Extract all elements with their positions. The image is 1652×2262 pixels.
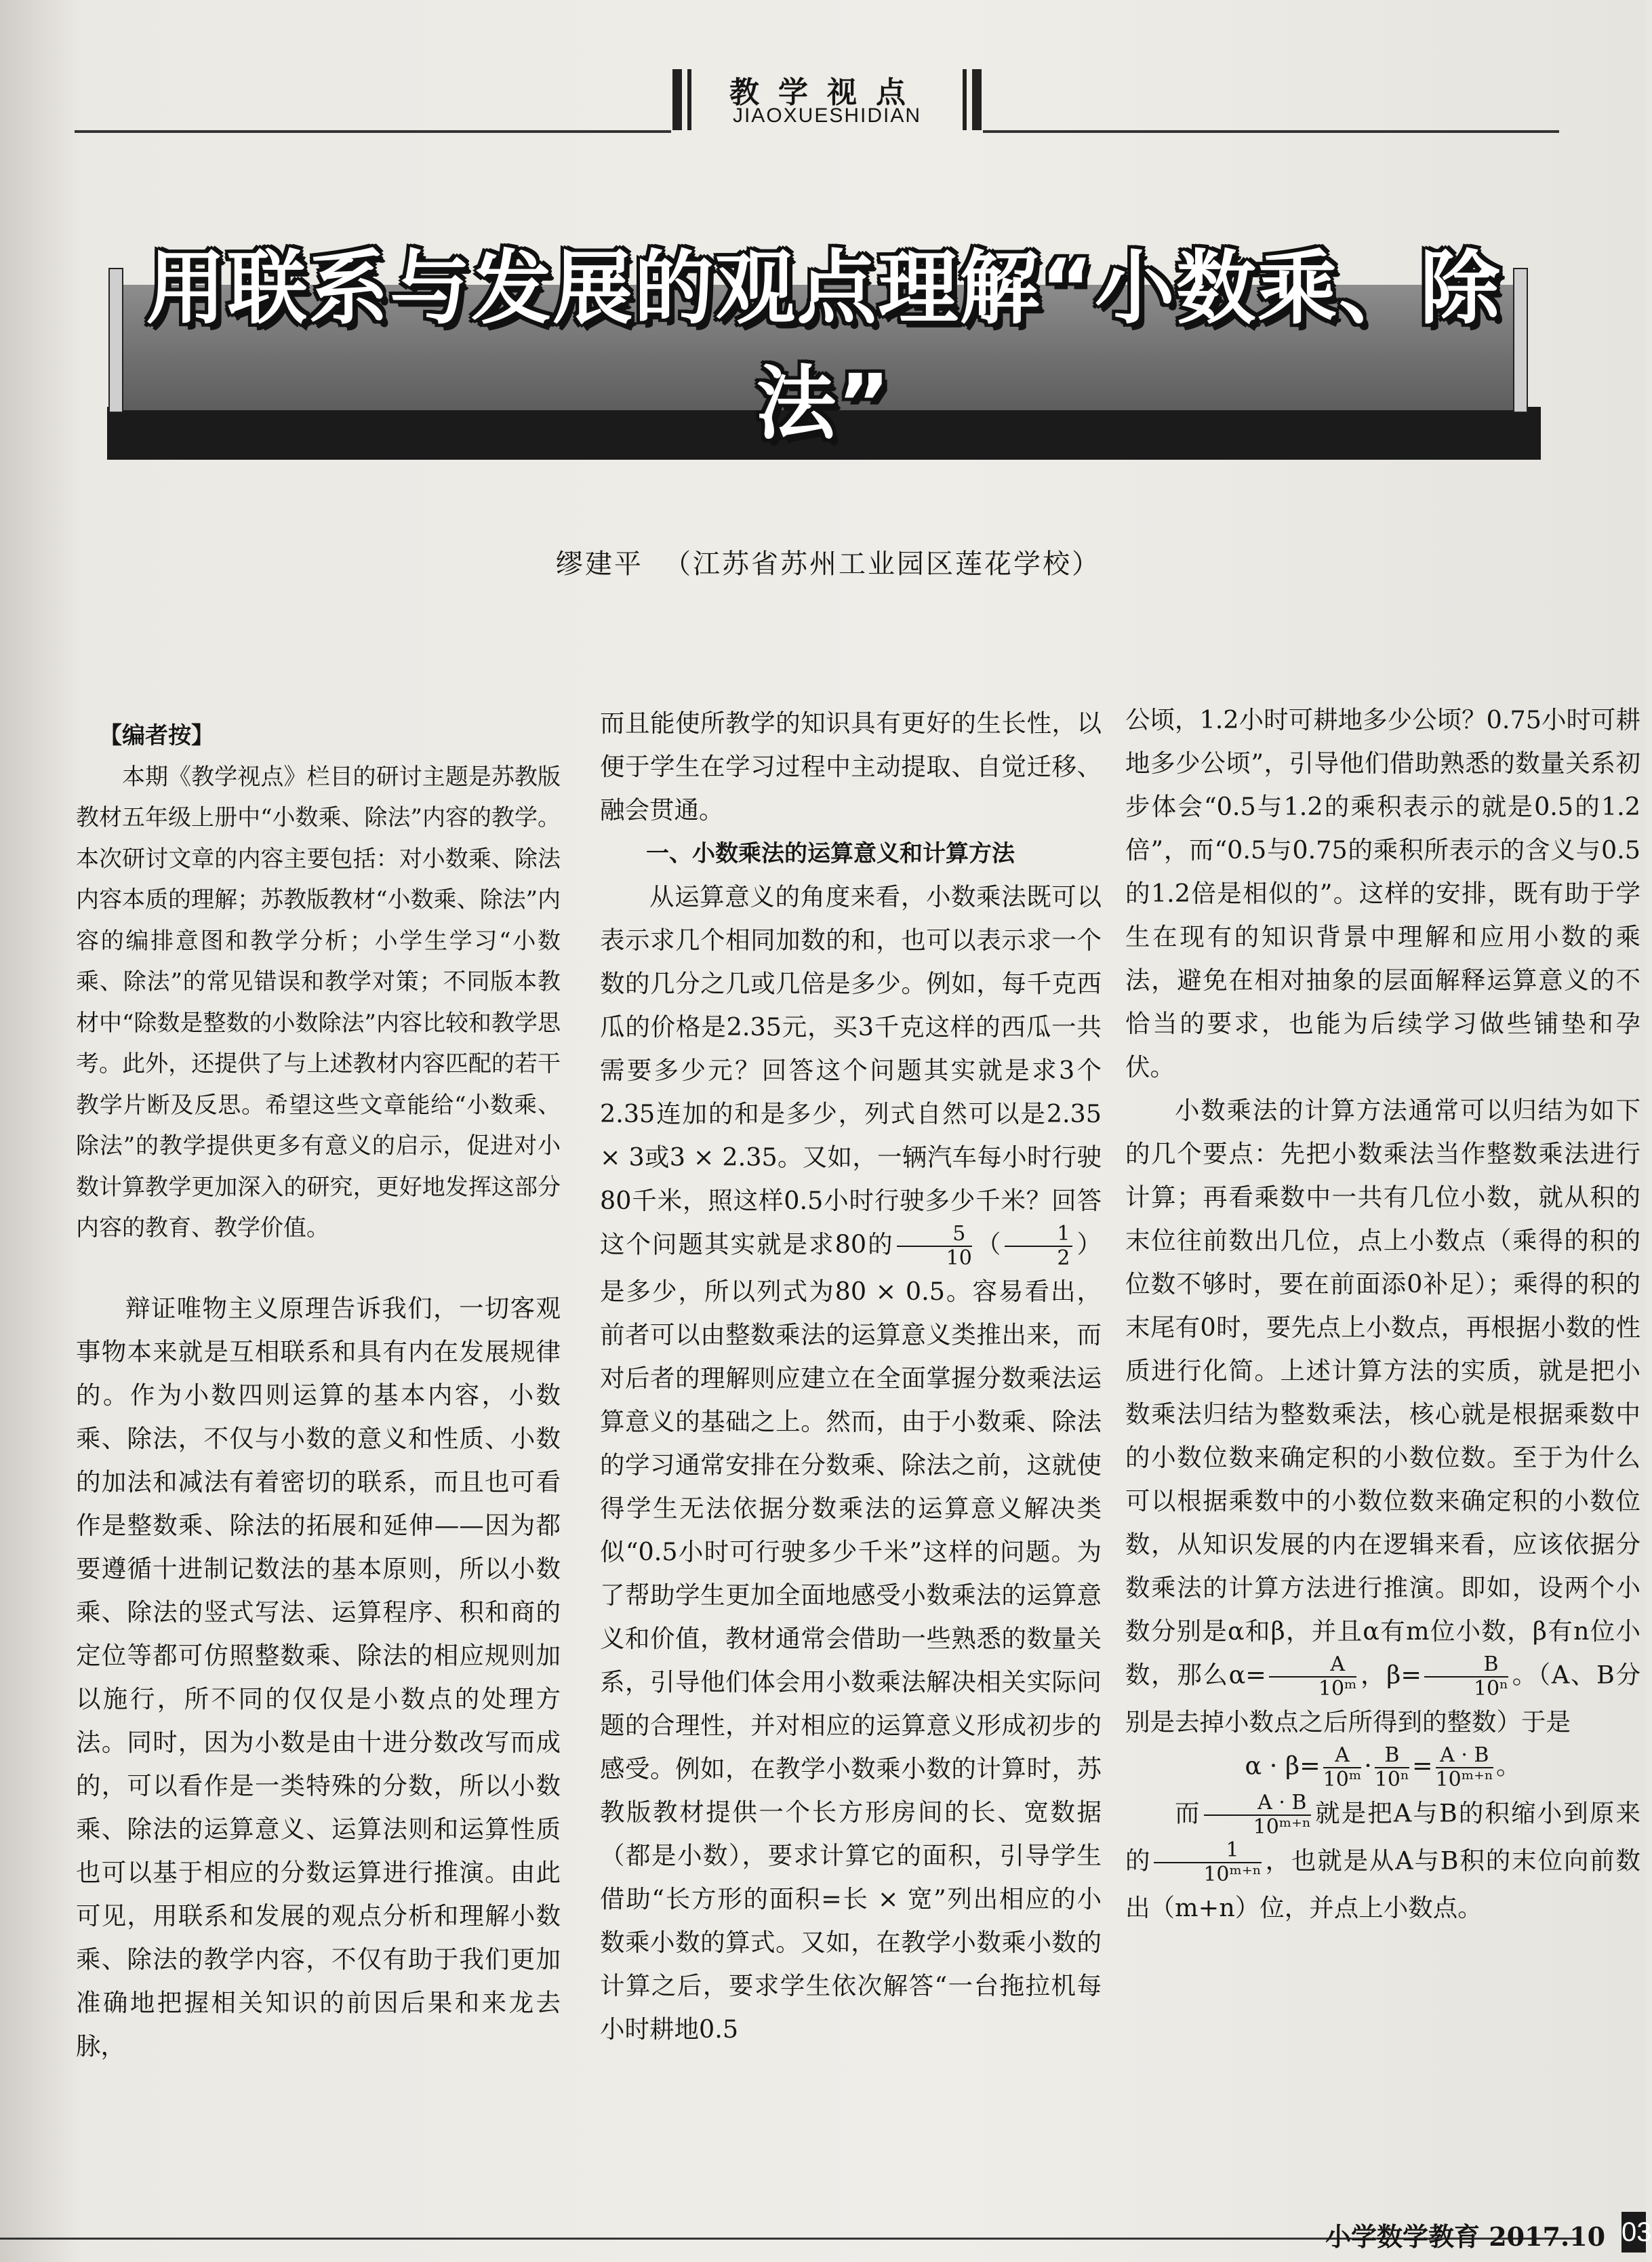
fraction-b: $\frac{B}{\text{10ⁿ}}$ — [1374, 1743, 1409, 1791]
fraction-ab: $\frac{A \cdot B}{\text{10ᵐ⁺ⁿ}}$ — [1435, 1743, 1493, 1791]
article-title: 用联系与发展的观点理解“小数乘、除法” — [146, 241, 1502, 450]
paragraph-continuation: 而且能使所教学的知识具有更好的生长性，以便于学生在学习过程中主动提取、自觉迁移、融会贯通。 — [600, 709, 1102, 825]
column-name-pinyin: JIAOXUESHIDIAN — [732, 104, 922, 127]
paragraph-operation-meaning: 从运算意义的角度来看，小数乘法既可以表示求几个相同加数的和，也可以表示求一个数的几分之几或几倍是多少。例如，每千克西瓜的价格是2.35元，买3千克这样的西瓜一共需要多少元？回答这个问题其实就是求3个2.35连加的和是多少，列式自然可以是2.35 × 3或3 × 2.35。又如，一辆汽车每小时行驶80千米，照这样0.5小时行驶多少千米？回答这个问题其实就是求80的 $\frac{5}{10}$ （ $\frac{1}{2}$ ）是多少，所以列式为80 × 0.5。容易看出，前者可以由整数乘法的运算意义类推出来，而对后者的理解则应建立在全面掌握分数乘法运算意义的基础之上。然而，由于小数乘、除法的学习通常安排在分数乘、除法之前，这就使得学生无法依据分数乘法的运算意义解决类似“0.5小时可行驶多少千米”这样的问题。为了帮助学生更加全面地感受小数乘法的运算意义和价值，教材通常会借助一些熟悉的数量关系，引导他们体会用小数乘法解决相关实际问题的合理性，并对相应的运算意义形成初步的感受。例如，在教学小数乘小数的计算时，苏教版教材提供一个长方形房间的长、宽数据（都是小数），要求计算它的面积，引导学生借助“长方形的面积=长 × 宽”列出相应的小数乘小数的算式。又如，在教学小数乘小数的计算之后，要求学生依次解答“一台拖拉机每小时耕地0.5 — [600, 882, 1102, 2044]
fraction-5-10: $\frac{5}{10}$ — [897, 1223, 972, 1270]
column-name: 教学视点 — [729, 75, 925, 110]
fraction-one-over: $\frac{1}{\text{10ᵐ⁺ⁿ}}$ — [1154, 1839, 1261, 1886]
paragraph-intro: 辩证唯物主义原理告诉我们，一切客观事物本来就是互相联系和具有内在发展规律的。作为小数四则运算的基本内容，小数乘、除法，不仅与小数的意义和性质、小数的加法和减法有着密切的联系，而且也可看作是整数乘、除法的拓展和延伸——因为都要遵循十进制记数法的基本原则，所以小数乘、除法的竖式写法、运算程序、积和商的定位等都可仿照整数乘、除法的相应规则加以施行，所不同的仅仅是小数点的处理方法。同时，因为小数是由十进分数改写而成的，可以看作是一类特殊的分数，所以小数乘、除法的运算意义、运算法则和运算性质也可以基于相应的分数运算进行推演。由此可见，用联系和发展的观点分析和理解小数乘、除法的教学内容，不仅有助于我们更加准确地把握相关知识的前因后果和来龙去脉， — [76, 1293, 561, 2061]
journal-name: 小学数学教育 2017.10 — [1325, 2221, 1606, 2252]
author-affiliation: （江苏省苏州工业园区莲花学校） — [664, 549, 1101, 580]
banner-edge — [108, 268, 123, 413]
column-header — [664, 62, 990, 137]
paragraph-continuation: 公顷，1.2小时可耕地多少公顷？0.75小时可耕地多少公顷”，引导他们借助熟悉的数量关系初步体会“0.5与1.2的乘积表示的就是0.5的1.2倍”，而“0.5与0.75的乘积所表示的含义与0.5的1.2倍是相似的”。这样的安排，既有助于学生在现有的知识背景中理解和应用小数的乘法，避免在相对抽象的层面解释运算意义的不恰当的要求，也能为后续学习做些铺垫和孕伏。 — [1125, 705, 1640, 1082]
equation-product: α · β= $\frac{A}{\text{10ᵐ}}$ · $\frac{B}{\text{10ⁿ}}$ = $\frac{A \cdot B}{\text{10ᵐ⁺ⁿ}}$ 。 — [1245, 1743, 1521, 1791]
fraction-beta: $\frac{B}{\text{10ⁿ}}$ — [1424, 1653, 1508, 1701]
page-number: 03 — [1621, 2212, 1646, 2253]
byline — [556, 542, 1234, 581]
column-2 — [600, 702, 1102, 2051]
fraction-1-2: $\frac{1}{2}$ — [1005, 1223, 1072, 1270]
column-3 — [1125, 698, 1640, 1930]
author-name: 缪建平 — [556, 549, 643, 580]
editor-note-text: 本期《教学视点》栏目的研讨主题是苏教版教材五年级上册中“小数乘、除法”内容的教学。本次研讨文章的内容主要包括：对小数乘、除法内容本质的理解；苏教版教材“小数乘、除法”内容的编排意图和教学分析；小学生学习“小数乘、除法”的常见错误和教学对策；不同版本教材中“除数是整数的小数除法”内容比较和教学思考。此外，还提供了与上述教材内容匹配的若干教学片断及反思。希望这些文章能给“小数乘、除法”的教学提供更多有意义的启示，促进对小数计算教学更加深入的研究，更好地发挥这部分内容的教育、教学价值。 — [76, 763, 561, 1242]
header-rule-left — [75, 130, 671, 133]
header-rule-right — [983, 130, 1559, 133]
section-heading: 一、小数乘法的运算意义和计算方法 — [646, 840, 1015, 867]
paragraph-calculation-method: 小数乘法的计算方法通常可以归结为如下的几个要点：先把小数乘法当作整数乘法进行计算；再看乘数中一共有几位小数，就从积的末位往前数出几位，点上小数点（乘得的积的位数不够时，要在前面添0补足）；乘得的积的末尾有0时，要先点上小数点，再根据小数的性质进行化简。上述计算方法的实质，就是把小数乘法归结为整数乘法，核心就是根据乘数中的小数位数来确定积的小数位数。至于为什么可以根据乘数中的小数位数来确定积的小数位数，从知识发展的内在逻辑来看，应该依据分数乘法的计算方法进行推演。即如，设两个小数分别是α和β，并且α有m位小数，β有n位小数，那么α= $\frac{A}{\text{10ᵐ}}$ ，β= $\frac{B}{\text{10ⁿ}}$ 。（A、B分别是去掉小数点之后所得到的整数）于是 — [1125, 1096, 1641, 1737]
fraction-alpha: $\frac{A}{\text{10ᵐ}}$ — [1269, 1653, 1357, 1701]
fraction-ab: $\frac{A \cdot B}{\text{10ᵐ⁺ⁿ}}$ — [1204, 1791, 1311, 1839]
paragraph-conclusion: 而 $\frac{A \cdot B}{\text{10ᵐ⁺ⁿ}}$ 就是把A与B的积缩小到原来的 $\frac{1}{\text{10ᵐ⁺ⁿ}}$ ，也就是从A与B积的末位向前数出（m+n）位，并点上小数点。 — [1125, 1791, 1641, 1922]
fraction-a: $\frac{A}{\text{10ᵐ}}$ — [1323, 1743, 1362, 1791]
editor-note — [76, 715, 561, 1249]
column-1 — [76, 715, 561, 2068]
editor-note-label: 【编者按】 — [99, 722, 214, 749]
